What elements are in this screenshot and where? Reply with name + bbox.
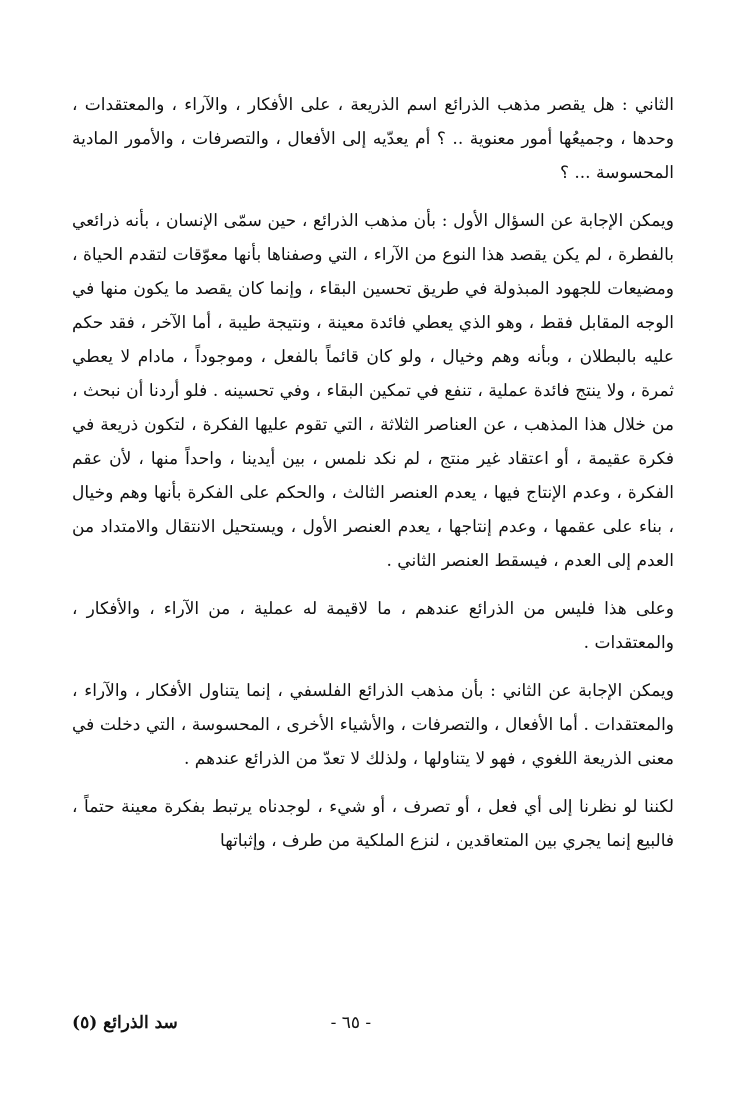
paragraph-5: لكننا لو نظرنا إلى أي فعل ، أو تصرف ، أو شيء ، لوجدناه يرتبط بفكرة معينة حتماً ، فالبيع إنما يجري بين المتعاقدين ، لنزع الملكية من طرف ، وإثباتها xyxy=(72,797,674,851)
paragraph-4: ويمكن الإجابة عن الثاني : بأن مذهب الذرائع الفلسفي ، إنما يتناول الأفكار ، والآراء ، والمعتقدات . أما الأفعال ، والتصرفات ، والأشياء الأخرى ، المحسوسة ، التي دخلت في معنى الذريعة اللغوي ، فهو لا يتناولها ، ولذلك لا تعدّ من الذرائع عندهم . xyxy=(72,681,674,769)
page-number: - ٦٥ - xyxy=(330,1013,372,1033)
footer-spacer xyxy=(524,1006,674,1040)
running-title: سد الذرائع (٥) xyxy=(72,1013,178,1033)
paragraph-1: الثاني : هل يقصر مذهب الذرائع اسم الذريعة ، على الأفكار ، والآراء ، والمعتقدات ، وحدها ، وجميعُها أمور معنوية .. ؟ أم يعدّيه إلى الأفعال ، والتصرفات ، والأمور المادية المحسوسة ... ؟ xyxy=(72,95,674,183)
paragraph-3: وعلى هذا فليس من الذرائع عندهم ، ما لاقيمة له عملية ، من الآراء ، والأفكار ، والمعتقدات . xyxy=(72,599,674,653)
page-body xyxy=(72,88,674,872)
page-footer xyxy=(72,1006,674,1040)
paragraph-2: ويمكن الإجابة عن السؤال الأول : بأن مذهب الذرائع ، حين سمّى الإنسان ، بأنه ذرائعي بالفطرة ، لم يكن يقصد هذا النوع من الآراء ، التي وصفناها بأنها معوّقات لتقدم الحياة ، ومضيعات للجهود المبذولة في طريق تحسين البقاء ، وإنما كان يقصد ما يكون منها في الوجه المقابل فقط ، وهو الذي يعطي فائدة معينة ، ونتيجة طيبة ، أما الآخر ، فقد حكم عليه بالبطلان ، وبأنه وهم وخيال ، ولو كان قائماً بالفعل ، وموجوداً ، مادام لا يعطي ثمرة ، ولا ينتج فائدة عملية ، تنفع في تمكين البقاء ، وفي تحسينه . فلو أردنا أن نبحث ، من خلال هذا المذهب ، عن العناصر الثلاثة ، التي تقوم عليها الفكرة ، لتكون ذريعة في فكرة عقيمة ، أو اعتقاد غير منتج ، لم نكد نلمس ، بين أيدينا ، واحداً منها ، لأن عقم الفكرة ، وعدم الإنتاج فيها ، يعدم العنصر الثالث ، والحكم على الفكرة بأنها وهم وخيال ، بناء على عقمها ، وعدم إنتاجها ، يعدم العنصر الأول ، ويستحيل الانتقال والامتداد من العدم إلى العدم ، فيسقط العنصر الثاني . xyxy=(72,211,674,571)
